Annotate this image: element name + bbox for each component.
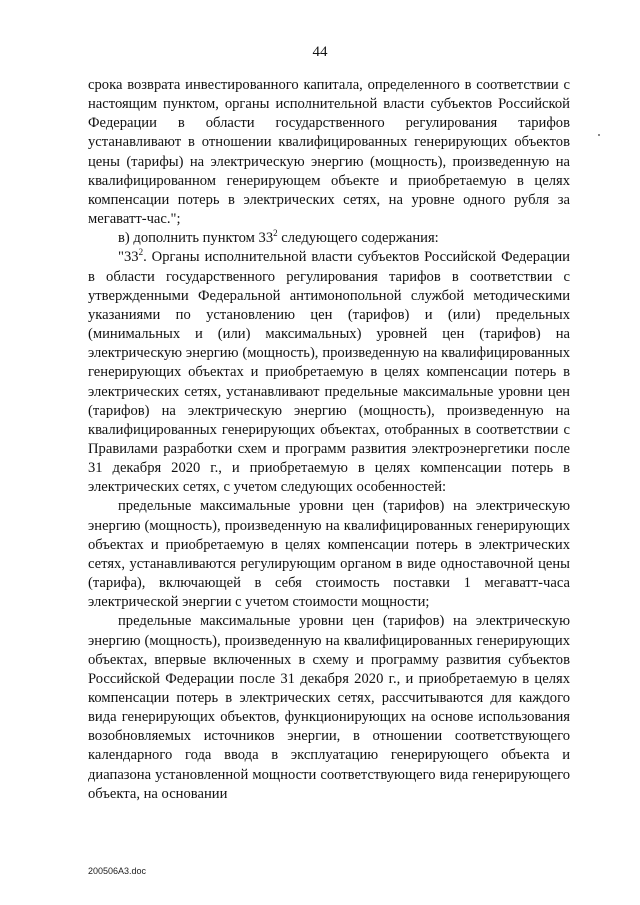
paragraph (88, 248, 570, 497)
document-body (88, 76, 570, 804)
paragraph-text: в) дополнить пунктом 33 (118, 230, 274, 247)
paragraph (88, 612, 570, 804)
page-number: 44 (312, 44, 328, 60)
paragraph (88, 497, 570, 612)
paragraph-text: "33 (118, 249, 139, 266)
footer-filename: 200506A3.doc (88, 866, 147, 876)
paragraph-text: следующего содержания: (277, 230, 439, 247)
paragraph (88, 76, 570, 229)
paragraph-text: срока возврата инвестированного капитала, определенного в соответствии с настоящим пунктом, органы исполнительной власти субъектов Российской Федерации в области государственного регулирования тарифов устанавливают в отношении квалифицированных генерирующих объектов цены (тарифы) на электрическую энергию (мощность), произведенную на квалифицированном генерирующем объекте и приобретаемую в целях компенсации потерь в электрических сетях, на уровне одного рубля за мегаватт-час."; (88, 77, 570, 228)
paragraph-text: . Органы исполнительной власти субъектов Российской Федерации в области государственного регулирования тарифов в соответствии с утвержденными Федеральной антимонопольной службой методическими указаниями по установлению цен (тарифов) и (или) предельных (минимальных и (или) максимальных) уровней цен (тарифов) на электрическую энергию (мощность), произведенную на квалифицированных генерирующих объектах и приобретаемую в целях компенсации потерь в электрических сетях, устанавливают предельные максимальные уровни цен (тарифов) на электрическую энергию (мощность), произведенную на квалифицированных генерирующих объектах, отобранных в соответствии с Правилами разработки схем и программ развития электроэнергетики после 31 декабря 2020 г., и приобретаемую в целях компенсации потерь в электрических сетях, с учетом следующих особенностей: (88, 249, 570, 496)
paragraph-text: предельные максимальные уровни цен (тарифов) на электрическую энергию (мощность), произведенную на квалифицированных генерирующих объектах и приобретаемую в целях компенсации потерь в электрических сетях, устанавливаются регулирующим органом в виде одноставочной цены (тарифа), включающей в себя стоимость поставки 1 мегаватт-часа электрической энергии с учетом стоимости мощности; (88, 498, 570, 611)
superscript: 2 (273, 228, 278, 239)
superscript: 2 (138, 247, 144, 258)
paragraph (88, 229, 570, 248)
scan-artifact (598, 134, 600, 136)
paragraph-text: предельные максимальные уровни цен (тарифов) на электрическую энергию (мощность), произведенную на квалифицированных генерирующих объектах, впервые включенных в схему и программу развития субъектов Российской Федерации после 31 декабря 2020 г., и приобретаемую в целях компенсации потерь в электрических сетях, рассчитываются для каждого вида генерирующих объектов, функционирующих на основе использования возобновляемых источников энергии, в отношении соответствующего календарного года ввода в эксплуатацию генерирующего объекта и диапазона установленной мощности соответствующего вида генерирующего объекта, на основании (88, 613, 570, 802)
